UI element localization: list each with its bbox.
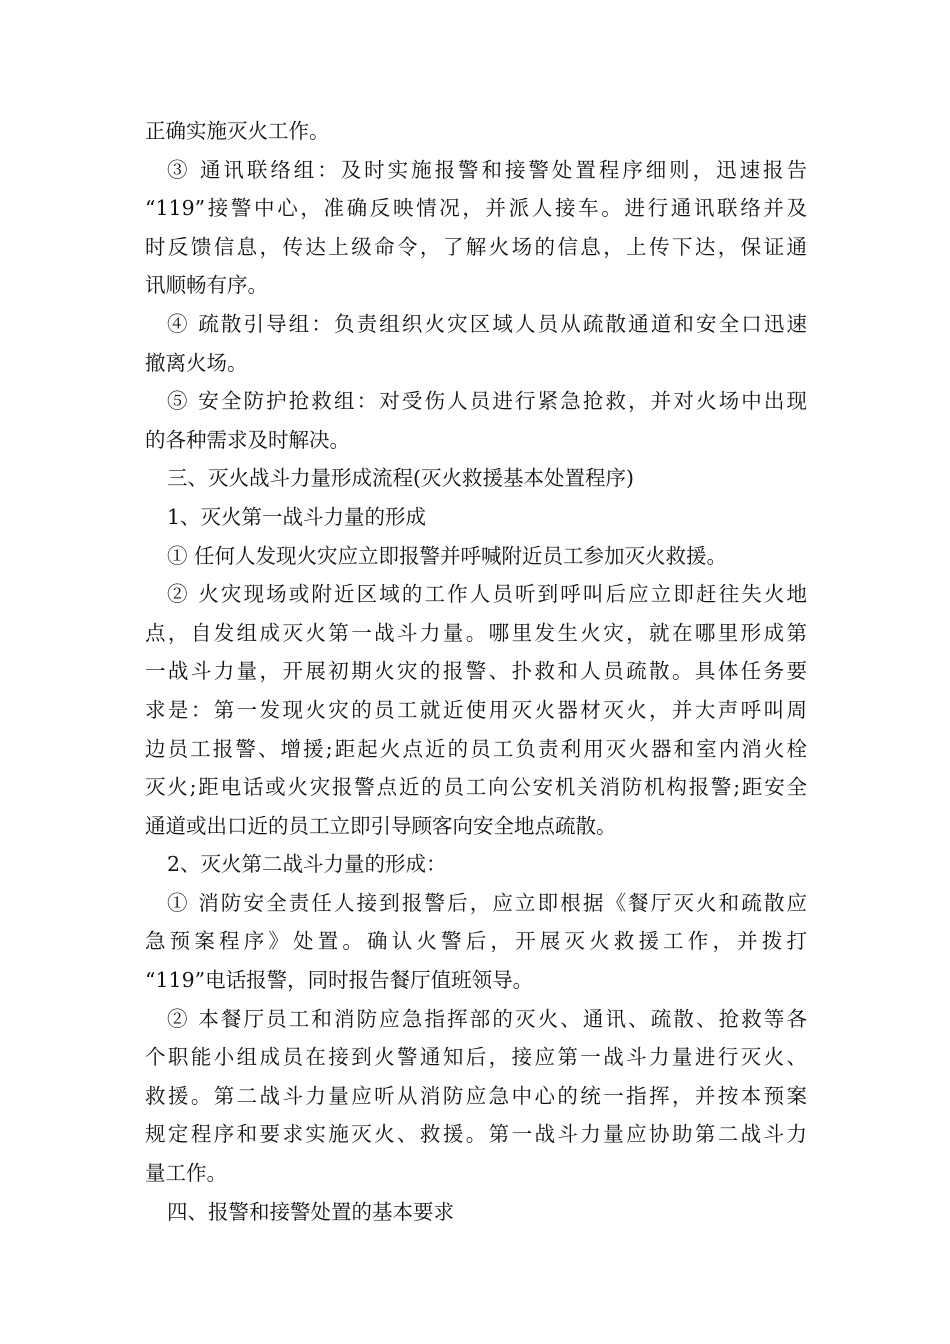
text-line: 时反馈信息，传达上级命令，了解火场的信息，上传下达，保证通 <box>145 234 807 259</box>
text-line: 正确实施灭火工作。 <box>145 119 330 143</box>
text-line: 三、灭火战斗力量形成流程(灭火救援基本处置程序) <box>167 466 634 491</box>
text-line: 撤离火场。 <box>145 350 248 375</box>
text-line: 量工作。 <box>145 1161 227 1186</box>
text-line: 个职能小组成员在接到火警通知后，接应第一战斗力量进行灭火、 <box>145 1045 807 1070</box>
text-line: 灭火;距电话或火灾报警点近的员工向公安机关消防机构报警;距安全 <box>145 775 807 800</box>
text-line: “119”电话报警，同时报告餐厅值班领导。 <box>145 968 534 993</box>
text-line: ① 任何人发现火灾应立即报警并呼喊附近员工参加灭火救援。 <box>167 543 728 568</box>
text-line: ③ 通讯联络组：及时实施报警和接警处置程序细则，迅速报告 <box>167 157 807 182</box>
text-line: ② 本餐厅员工和消防应急指挥部的灭火、通讯、疏散、抢救等各 <box>167 1006 807 1031</box>
text-line: ④ 疏散引导组：负责组织火灾区域人员从疏散通道和安全口迅速 <box>167 311 807 336</box>
text-line: ⑤ 安全防护抢救组：对受伤人员进行紧急抢救，并对火场中出现 <box>167 389 807 414</box>
text-line: 一战斗力量，开展初期火灾的报警、扑救和人员疏散。具体任务要 <box>145 659 807 684</box>
text-line: “119”接警中心，准确反映情况，并派人接车。进行通讯联络并及 <box>145 196 807 221</box>
text-line: 点，自发组成灭火第一战斗力量。哪里发生火灾，就在哪里形成第 <box>145 620 807 645</box>
text-line: 急预案程序》处置。确认火警后，开展灭火救援工作，并拨打 <box>145 929 807 954</box>
document-body <box>145 112 807 1231</box>
text-line: ① 消防安全责任人接到报警后，应立即根据《餐厅灭火和疏散应 <box>167 890 807 915</box>
text-line: 边员工报警、增援;距起火点近的员工负责利用灭火器和室内消火栓 <box>145 736 807 761</box>
text-line: 通道或出口近的员工立即引导顾客向安全地点疏散。 <box>145 813 617 838</box>
text-line: 救援。第二战斗力量应听从消防应急中心的统一指挥，并按本预案 <box>145 1083 807 1108</box>
text-line: 2、灭火第二战斗力量的形成： <box>167 852 447 877</box>
text-line: ② 火灾现场或附近区域的工作人员听到呼叫后应立即赶往失火地 <box>167 582 807 607</box>
text-line: 的各种需求及时解决。 <box>145 427 350 452</box>
text-line: 四、报警和接警处置的基本要求 <box>167 1199 454 1224</box>
text-line: 规定程序和要求实施灭火、救援。第一战斗力量应协助第二战斗力 <box>145 1122 807 1147</box>
text-line: 求是：第一发现火灾的员工就近使用灭火器材灭火，并大声呼叫周 <box>145 697 807 722</box>
text-line: 1、灭火第一战斗力量的形成 <box>167 504 427 529</box>
text-line: 讯顺畅有序。 <box>145 273 268 298</box>
